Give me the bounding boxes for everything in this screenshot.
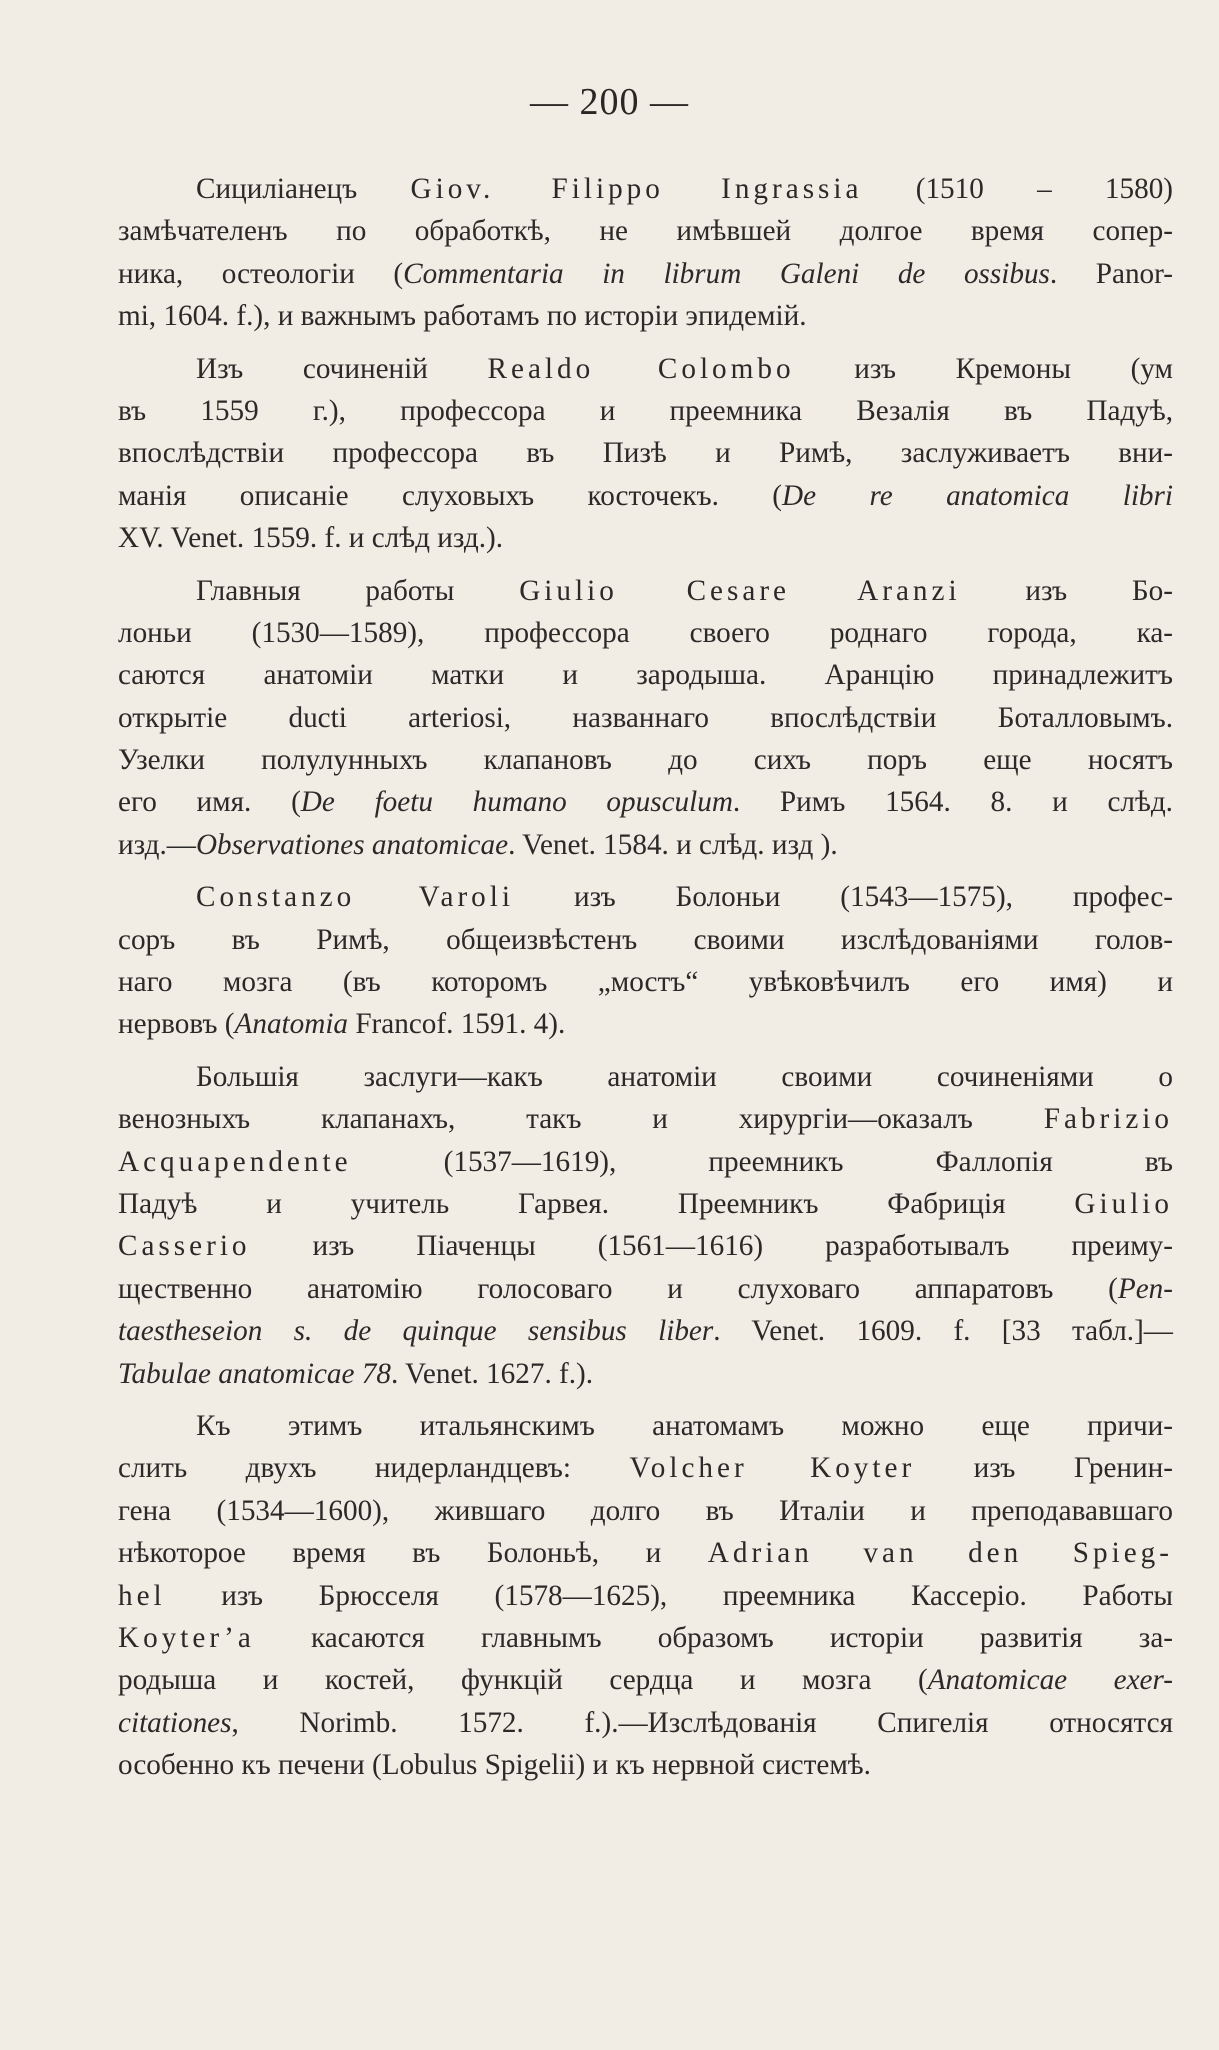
spaced-name: hel [118, 1579, 166, 1612]
text-run: особенно къ печени (Lobulus Spigelii) и къ нервной системѣ. [118, 1749, 871, 1782]
italic-citation: Anatomia [234, 1008, 349, 1041]
italic-citation: Pen- [1117, 1272, 1173, 1305]
italic-citation: De re anatomica libri [782, 479, 1173, 512]
text-line [118, 1659, 1173, 1701]
text-line [118, 475, 1173, 517]
text-run: касаются главнымъ образомъ исторіи развитія за- [254, 1621, 1173, 1654]
spaced-name: Adrian van den Spieg- [707, 1537, 1173, 1570]
paragraph [118, 1405, 1173, 1787]
text-run: изъ Гренин- [915, 1452, 1173, 1485]
text-line [118, 1310, 1173, 1352]
text-run: изъ Кремоны (ум [794, 352, 1173, 385]
paragraph-gap [118, 560, 1173, 570]
paragraph [118, 570, 1173, 867]
text-run: слить двухъ нидерландцевъ: [118, 1452, 630, 1485]
text-line [118, 253, 1173, 295]
text-run: Сициліанецъ [196, 173, 411, 205]
text-run: открытіе ducti arteriosi, названнаго впослѣдствіи Боталловымъ. [118, 701, 1173, 734]
spaced-name: Giulio [1074, 1187, 1173, 1220]
text-run: изъ Болоньи (1543—1575), профес- [513, 881, 1173, 914]
text-run: нервовъ ( [118, 1008, 235, 1041]
text-line [118, 739, 1173, 781]
text-run: изд.— [118, 828, 196, 861]
text-run: соръ въ Римѣ, общеизвѣстенъ своими изслѣдованіями голов- [118, 923, 1173, 956]
text-line [118, 876, 1173, 918]
text-line [118, 168, 1173, 210]
text-line [118, 570, 1173, 612]
text-run: (1510 – 1580) [862, 173, 1174, 205]
body-text [118, 168, 1173, 1786]
paragraph-gap [118, 1395, 1173, 1405]
text-line [118, 961, 1173, 1003]
text-line [118, 348, 1173, 390]
italic-citation: De foetu humano opusculum [300, 786, 733, 819]
text-line [118, 654, 1173, 696]
text-run: его имя. ( [118, 786, 301, 819]
spaced-name: Volcher Koyter [629, 1452, 916, 1485]
text-run: mi, 1604. f.), и важнымъ работамъ по исторіи эпидемій. [118, 300, 807, 333]
spaced-name: Fabrizio [1043, 1103, 1173, 1136]
text-run: Падуѣ и учитель Гарвея. Преемникъ Фабриція [118, 1187, 1075, 1220]
text-run: Главныя работы [196, 574, 520, 607]
text-line [118, 1353, 1173, 1395]
text-run: , Norimb. 1572. f.).—Изслѣдованія Спигелія относятся [231, 1706, 1173, 1739]
text-run: Изъ сочиненій [196, 352, 488, 385]
text-run: венозныхъ клапанахъ, такъ и хирургіи—оказалъ [118, 1103, 1044, 1136]
paragraph [118, 168, 1173, 338]
text-run: впослѣдствіи профессора въ Пизѣ и Римѣ, заслуживаетъ вни- [118, 437, 1173, 470]
text-run: Къ этимъ итальянскимъ анатомамъ можно еще причи- [196, 1409, 1173, 1442]
text-line [118, 432, 1173, 474]
spaced-name: Casserio [118, 1230, 251, 1263]
paragraph-gap [118, 338, 1173, 348]
text-run: изъ Бо- [960, 574, 1173, 607]
text-run: гена (1534—1600), жившаго долго въ Италіи и преподававшаго [118, 1494, 1173, 1527]
text-line [118, 390, 1173, 432]
text-line [118, 295, 1173, 337]
italic-citation: Commentaria in librum Galeni de ossibus [403, 257, 1050, 290]
text-run: Узелки полулунныхъ клапановъ до сихъ поръ еще носятъ [118, 744, 1173, 777]
text-run: изъ Піаченцы (1561—1616) разработывалъ преиму- [250, 1230, 1173, 1263]
text-line [118, 517, 1173, 559]
text-line [118, 1183, 1173, 1225]
text-line [118, 1141, 1173, 1183]
bottom-margin [0, 1950, 1219, 2050]
text-run: въ 1559 г.), профессора и преемника Везалія въ Падуѣ, [118, 394, 1173, 427]
text-line [118, 1268, 1173, 1310]
text-run: саются анатоміи матки и зародыша. Аранцію принадлежитъ [118, 659, 1173, 692]
text-run: XV. Venet. 1559. f. и слѣд изд.). [118, 522, 504, 555]
paragraph [118, 1056, 1173, 1395]
italic-citation: citationes [118, 1706, 232, 1739]
spaced-name: Koyter’a [118, 1621, 255, 1654]
text-line [118, 1575, 1173, 1617]
text-run: Francof. 1591. 4). [348, 1008, 566, 1041]
italic-citation: Observationes anatomicae [195, 828, 509, 861]
text-line [118, 1617, 1173, 1659]
paragraph [118, 876, 1173, 1046]
paragraph-gap [118, 1046, 1173, 1056]
text-line [118, 1098, 1173, 1140]
text-line [118, 1056, 1173, 1098]
text-line [118, 697, 1173, 739]
text-line [118, 1447, 1173, 1489]
paragraph [118, 348, 1173, 560]
spaced-name: Giulio Cesare Aranzi [519, 574, 961, 607]
text-line [118, 1532, 1173, 1574]
text-run: наго мозга (въ которомъ „мостъ“ увѣковѣчилъ его имя) и [118, 966, 1173, 999]
text-run: родыша и костей, функцій сердца и мозга ( [118, 1664, 928, 1697]
paragraph-gap [118, 866, 1173, 876]
page-number: — 200 — [530, 81, 689, 123]
text-run: ника, остеологіи ( [118, 257, 404, 290]
text-run: . Venet. 1584. и слѣд. изд ). [508, 828, 838, 861]
text-run: . Римъ 1564. 8. и слѣд. [732, 786, 1173, 819]
italic-citation: taestheseion s. de quinque sensibus liber [118, 1315, 714, 1348]
text-run: Большія заслуги—какъ анатоміи своими сочиненіями о [196, 1060, 1173, 1093]
text-line [118, 1702, 1173, 1744]
spaced-name: Realdo Colombo [487, 352, 795, 385]
italic-citation: Anatomicae exer- [927, 1664, 1173, 1697]
text-line [118, 210, 1173, 252]
text-run: . Venet. 1627. f.). [390, 1357, 594, 1390]
spaced-name: Giov. Filippo Ingrassia [410, 173, 863, 205]
text-line [118, 612, 1173, 654]
text-run: манія описаніе слуховыхъ косточекъ. ( [118, 479, 783, 512]
text-line [118, 1405, 1173, 1447]
text-line [118, 919, 1173, 961]
text-line [118, 824, 1173, 866]
text-line [118, 1225, 1173, 1267]
text-run: лоньи (1530—1589), профессора своего роднаго города, ка- [118, 616, 1173, 649]
text-run: щественно анатомію голосоваго и слуховаго аппаратовъ ( [118, 1272, 1118, 1305]
text-run: замѣчателенъ по обработкѣ, не имѣвшей долгое время сопер- [118, 215, 1173, 248]
text-line [118, 781, 1173, 823]
text-run: . Panor- [1049, 257, 1173, 290]
text-run: изъ Брюсселя (1578—1625), преемника Кассеріо. Работы [165, 1579, 1173, 1612]
spaced-name: Constanzo Varoli [196, 881, 514, 914]
text-line [118, 1744, 1173, 1786]
text-run: . Venet. 1609. f. [33 табл.]— [713, 1315, 1173, 1348]
spaced-name: Acquapendente [118, 1145, 352, 1178]
text-run: нѣкоторое время въ Болоньѣ, и [118, 1537, 708, 1570]
italic-citation: Tabulae anatomicae 78 [118, 1357, 391, 1390]
text-line [118, 1490, 1173, 1532]
text-line [118, 1003, 1173, 1045]
text-run: (1537—1619), преемникъ Фаллопія въ [351, 1145, 1173, 1178]
